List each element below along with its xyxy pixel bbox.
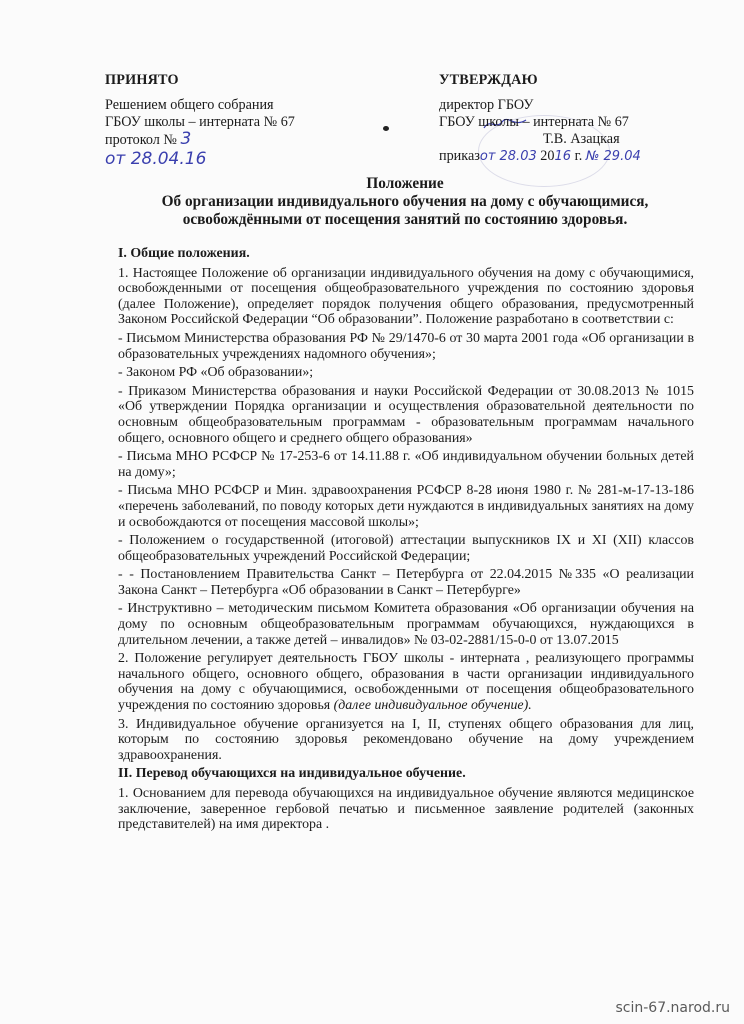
section-1-paragraph-1: 1. Настоящее Положение об организации индивидуального обучения на дому с обучающимися, освобожденными от посещения общеобразовательного учреждения по состоянию здоровья (далее Положение), определяет порядок получения общего образования, предусмотренный Законом Российской Федерации “Об образовании”. Положение разработано в соответствии с: (118, 265, 694, 328)
legal-basis-item: - Письмом Министерства образования РФ № 29/1470-6 от 30 марта 2001 года «Об организации в образовательных учреждениях надомного обучения»; (118, 330, 694, 362)
legal-basis-item: - Инструктивно – методическим письмом Комитета образования «Об организации обучения на дому по основным общеобразовательным программам обучающихся, нуждающихся в длительном лечении, а также детей – инвалидов» № 03-02-2881/15-0-0 от 13.07.2015 (118, 601, 694, 648)
approval-block-left (105, 72, 355, 168)
legal-basis-item: - Приказом Министерства образования и науки Российской Федерации от 30.08.2013 № 1015 «Об утверждении Порядка организации и осуществления образовательной деятельности по основным общеобразовательным программам - образовательным программам начального общего, основного общего и среднего общего образования» (118, 383, 694, 446)
order-year-suffix: г. (574, 148, 583, 164)
section-1-paragraph-3: 3. Индивидуальное обучение организуется на I, II, ступенях общего образования для лиц, которым по состоянию здоровья рекомендовано обучение на дому учреждением здравоохранения. (118, 716, 694, 763)
paragraph-2-italic: (далее индивидуальное обучение). (333, 698, 532, 714)
order-date-handwritten: от 28.03 (479, 149, 537, 164)
order-year-handwritten: 16 (554, 149, 572, 164)
order-line (439, 148, 699, 165)
section-1-paragraph-2 (118, 651, 694, 713)
approve-title: УТВЕРЖДАЮ (439, 72, 538, 88)
signatory-name: Т.В. Азацкая (543, 131, 620, 147)
approval-block-right (439, 72, 699, 165)
document-title (105, 175, 705, 229)
section-2-heading: II. Перевод обучающихся на индивидуальное обучение. (118, 766, 466, 782)
order-number-handwritten: № 29.04 (585, 149, 641, 164)
legal-basis-item: - Положением о государственной (итоговой) аттестации выпускников IX и XI (XII) классов общеобразовательных учреждений Российской Федерации; (118, 533, 694, 564)
title-line-1: Положение (366, 175, 444, 192)
section-2-paragraph-1: 1. Основанием для перевода обучающихся на индивидуальное обучение являются медицинское заключение, заверенное гербовой печатью и письменное заявление родителей (законных представителей) на имя директора . (118, 786, 694, 833)
protocol-date-handwritten: от 28.04.16 (105, 149, 207, 169)
accepted-line-1: Решением общего собрания (105, 97, 274, 113)
protocol-number-handwritten: 3 (180, 129, 192, 149)
legal-basis-item: - Законом РФ «Об образовании»; (118, 365, 314, 381)
order-year-prefix: 20 (540, 148, 555, 164)
accepted-line-2: ГБОУ школы – интерната № 67 (105, 114, 295, 130)
order-label: приказ (439, 148, 480, 164)
approve-line-2: ГБОУ школы – интерната № 67 (439, 114, 629, 130)
approve-line-1: директор ГБОУ (439, 97, 534, 113)
section-1-heading: I. Общие положения. (118, 246, 250, 261)
site-watermark: scin-67.narod.ru (615, 1000, 730, 1016)
paragraph-2-text: 2. Положение регулирует деятельность ГБОУ школы - интерната , реализующего программы начального общего, основного общего, образования в части организации индивидуального обучения на дому с обучающимися, освобожденными от посещения общеобразовательного учреждения по состоянию здоровья (118, 651, 694, 714)
accepted-title: ПРИНЯТО (105, 72, 179, 88)
legal-basis-item: - - Постановлением Правительства Санкт – Петербурга от 22.04.2015 №335 «О реализации Закона Санкт – Петербурга «Об образовании в Санкт – Петербурге» (118, 567, 694, 598)
document-body (118, 246, 694, 836)
title-line-3: освобождёнными от посещения занятий по состоянию здоровья. (182, 211, 628, 228)
protocol-label: протокол № (105, 132, 177, 148)
legal-basis-item: - Письма МНО РСФСР и Мин. здравоохранения РСФСР 8-28 июня 1980 г. № 281-м-17-13-186 «перечень заболеваний, по поводу которых дети нуждаются в индивидуальных занятиях на дому и освобождаются от посещения массовой школы»; (118, 483, 694, 530)
legal-basis-item: - Письма МНО РСФСР № 17-253-6 от 14.11.88 г. «Об индивидуальном обучении больных детей на дому»; (118, 449, 694, 480)
ink-dot (383, 126, 389, 131)
title-line-2: Об организации индивидуального обучения на дому с обучающимися, (161, 193, 649, 210)
protocol-line (105, 131, 355, 149)
